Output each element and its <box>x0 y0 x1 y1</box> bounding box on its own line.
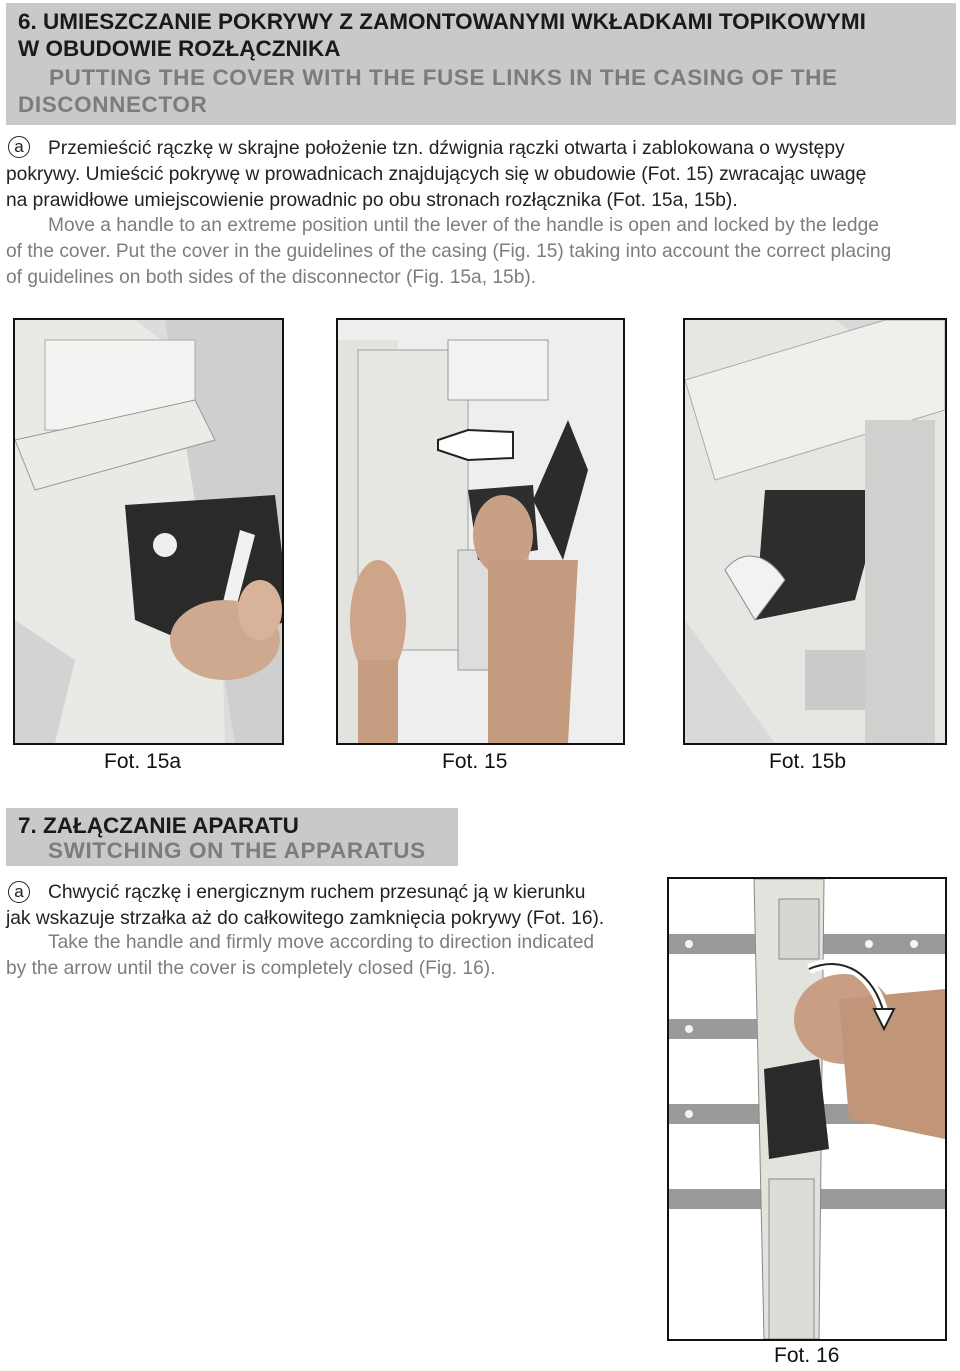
section-7-en-line2: by the arrow until the cover is completely closed (Fig. 16). <box>6 958 496 979</box>
section-6-en-line2: of the cover. Put the cover in the guidelines of the casing (Fig. 15) taking into account the correct placing <box>6 241 892 262</box>
section-6-header <box>6 3 956 125</box>
section-6-title-en-line2: DISCONNECTOR <box>18 92 208 117</box>
caption-fot-15b: Fot. 15b <box>769 750 847 773</box>
caption-fot-15: Fot. 15 <box>442 750 508 773</box>
section-7-header <box>6 808 458 866</box>
section-7-title-pl: 7. ZAŁĄCZANIE APARATU <box>18 813 299 838</box>
section-6-en-line1: Move a handle to an extreme position until the lever of the handle is open and locked by the ledge <box>48 215 879 236</box>
section-6-pl-line1: Przemieścić rączkę w skrajne położenie tzn. dźwignia rączki otwarta i zablokowana o występy <box>48 138 845 159</box>
photo-15b <box>683 318 947 745</box>
section-6-title-pl-line2: W OBUDOWIE ROZŁĄCZNIKA <box>18 36 341 61</box>
photo-15 <box>336 318 625 745</box>
section-6-pl-line2: pokrywy. Umieścić pokrywę w prowadnicach znajdujących się w obudowie (Fot. 15) zwracając uwagę <box>6 164 867 185</box>
section-7-pl-line2: jak wskazuje strzałka aż do całkowitego zamknięcia pokrywy (Fot. 16). <box>6 908 605 929</box>
section-6-en-line3: of guidelines on both sides of the disconnector (Fig. 15a, 15b). <box>6 267 537 288</box>
photo-15a <box>13 318 284 745</box>
caption-fot-15a: Fot. 15a <box>104 750 182 773</box>
section-6-title-en-line1: PUTTING THE COVER WITH THE FUSE LINKS IN THE CASING OF THE <box>49 65 838 90</box>
section-7-en-line1: Take the handle and firmly move according to direction indicated <box>48 932 595 953</box>
step-a-marker: a <box>8 136 30 158</box>
section-6-pl-line3: na prawidłowe umiejscowienie prowadnic po obu stronach rozłącznika (Fot. 15a, 15b). <box>6 190 738 211</box>
caption-fot-16: Fot. 16 <box>774 1344 840 1367</box>
step-a-marker-section-7: a <box>8 881 30 903</box>
section-7-title-en: SWITCHING ON THE APPARATUS <box>48 838 426 863</box>
section-6-title-pl-line1: 6. UMIESZCZANIE POKRYWY Z ZAMONTOWANYMI WKŁADKAMI TOPIKOWYMI <box>18 9 866 34</box>
section-7-pl-line1: Chwycić rączkę i energicznym ruchem przesunąć ją w kierunku <box>48 882 586 903</box>
photo-16 <box>667 877 947 1341</box>
